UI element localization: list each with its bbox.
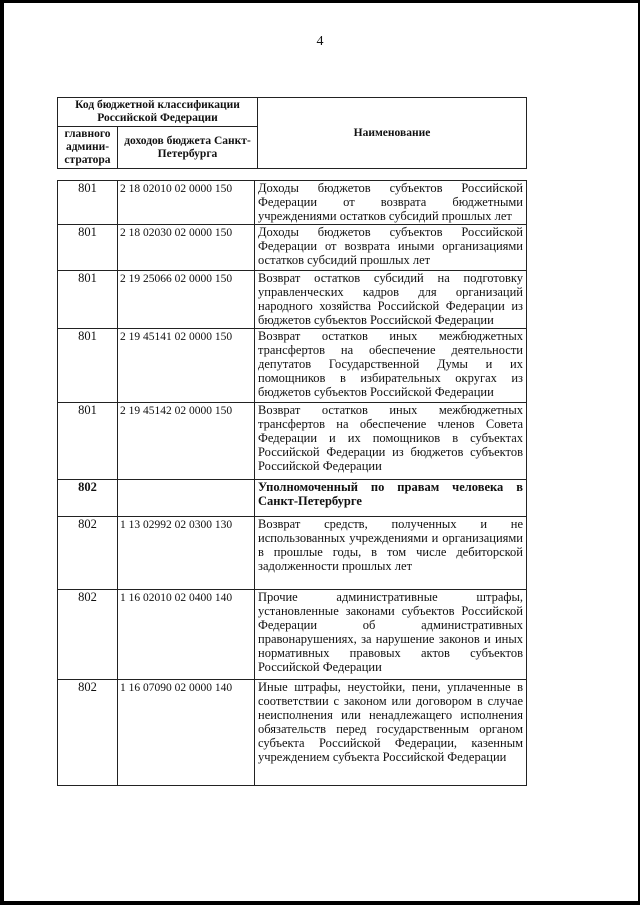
- income-code: 1 13 02992 02 0300 130: [118, 517, 255, 590]
- income-code: 1 16 07090 02 0000 140: [118, 680, 255, 786]
- header-table: [57, 97, 527, 169]
- scan-edge-bottom: [0, 901, 640, 905]
- item-name: Возврат остатков субсидий на подготовку управленческих кадров для организаций народного хозяйства Российской Федерации из бюджетов субъектов Российской Федерации: [255, 271, 527, 329]
- admin-code: 801: [58, 181, 118, 225]
- income-code: 2 19 45142 02 0000 150: [118, 403, 255, 480]
- item-name: Доходы бюджетов субъектов Российской Федерации от возврата иными организациями остатков субсидий прошлых лет: [255, 225, 527, 271]
- scan-edge-left: [0, 0, 4, 905]
- table-row: [58, 403, 527, 480]
- section-title: Уполномоченный по правам человека в Санкт-Петербурге: [255, 480, 527, 517]
- table-row: [58, 225, 527, 271]
- item-name: Иные штрафы, неустойки, пени, уплаченные в соответствии с законом или договором в случае неисполнения или ненадлежащего исполнения обязательств перед государственным органом субъекта Российской Федерации, казенным учреждением субъекта Российской Федерации: [255, 680, 527, 786]
- income-code: 2 19 45141 02 0000 150: [118, 329, 255, 403]
- item-name: Возврат средств, полученных и не использованных учреждениями и организациями в прошлые годы, в том числе дебиторской задолженности прошлых лет: [255, 517, 527, 590]
- item-name: Возврат остатков иных межбюджетных трансфертов на обеспечение членов Совета Федерации и их помощников в субъектах Российской Федерации из бюджетов субъектов Российской Федерации: [255, 403, 527, 480]
- income-code: 1 16 02010 02 0400 140: [118, 590, 255, 680]
- table-row: [58, 680, 527, 786]
- table-row: [58, 181, 527, 225]
- admin-code: 801: [58, 329, 118, 403]
- admin-code: 801: [58, 271, 118, 329]
- item-name: Возврат остатков иных межбюджетных трансфертов на обеспечение деятельности депутатов Государственной Думы и их помощников в избирательных округах из бюджетов субъектов Российской Федерации: [255, 329, 527, 403]
- header-col-admin: главного админи- стратора: [58, 127, 118, 169]
- header-group-title: Код бюджетной классификации Российской Федерации: [58, 98, 258, 127]
- table-row: [58, 329, 527, 403]
- item-name: Прочие административные штрафы, установленные законами субъектов Российской Федерации об административных правонарушениях, за нарушение законов и иных нормативных правовых актов субъектов Российской Федерации: [255, 590, 527, 680]
- scan-edge-top: [0, 0, 640, 3]
- header-col-income: доходов бюджета Санкт-Петербурга: [118, 127, 258, 169]
- admin-code: 802: [58, 480, 118, 517]
- income-code: 2 18 02010 02 0000 150: [118, 181, 255, 225]
- admin-code: 801: [58, 403, 118, 480]
- page-number: 4: [316, 34, 324, 49]
- income-code: 2 19 25066 02 0000 150: [118, 271, 255, 329]
- section-header-row: [58, 480, 527, 517]
- admin-code: 801: [58, 225, 118, 271]
- body-table: [57, 180, 527, 786]
- item-name: Доходы бюджетов субъектов Российской Федерации от возврата бюджетными учреждениями остатков субсидий прошлых лет: [255, 181, 527, 225]
- admin-code: 802: [58, 517, 118, 590]
- table-row: [58, 517, 527, 590]
- table-row: [58, 590, 527, 680]
- income-code: 2 18 02030 02 0000 150: [118, 225, 255, 271]
- table-row: [58, 271, 527, 329]
- admin-code: 802: [58, 590, 118, 680]
- income-code: [118, 480, 255, 517]
- header-col-name: Наименование: [258, 98, 527, 169]
- admin-code: 802: [58, 680, 118, 786]
